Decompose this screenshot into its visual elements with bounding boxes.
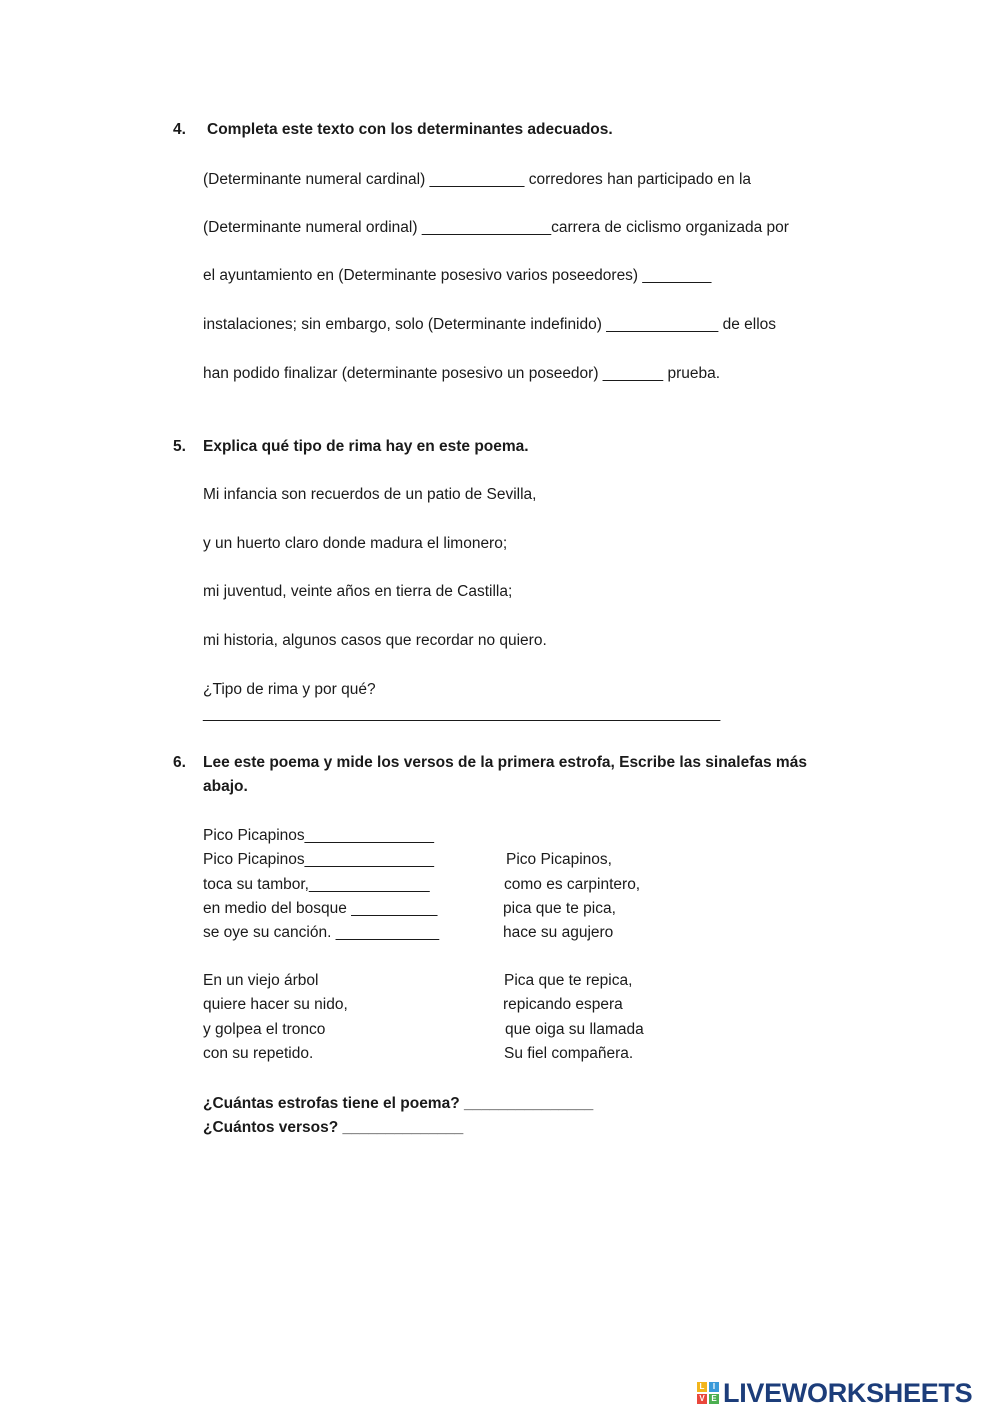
q5-question: ¿Tipo de rima y por qué? xyxy=(203,681,376,698)
poem-left-s1-line-2[interactable]: Pico Picapinos_______________ xyxy=(203,851,434,868)
liveworksheets-logo xyxy=(697,1376,972,1410)
q5-number: 5. xyxy=(173,438,186,455)
poem-left-s2-line-3: y golpea el tronco xyxy=(203,1021,326,1038)
logo-letter-e: E xyxy=(709,1394,719,1404)
q6-number: 6. xyxy=(173,754,186,771)
poem-right-s2-line-3: que oiga su llamada xyxy=(505,1021,644,1038)
poem-left-s2-line-1: En un viejo árbol xyxy=(203,972,319,989)
q5-answer-line[interactable]: ____________________________________________________________ xyxy=(203,705,721,722)
q4-title: Completa este texto con los determinantes adecuados. xyxy=(207,121,613,138)
poem-right-s2-line-4: Su fiel compañera. xyxy=(504,1045,634,1062)
poem-left-s2-line-4: con su repetido. xyxy=(203,1045,314,1062)
poem-right-s2-line-1: Pica que te repica, xyxy=(504,972,633,989)
q4-line-2: (Determinante numeral ordinal) _______________carrera de ciclismo organizada por xyxy=(203,219,789,236)
poem-left-s1-line-4[interactable]: en medio del bosque __________ xyxy=(203,900,438,917)
q6-versos-question[interactable]: ¿Cuántos versos? ______________ xyxy=(203,1119,464,1136)
poem-right-s1-line-3: pica que te pica, xyxy=(503,900,616,917)
logo-letter-v: V xyxy=(697,1394,707,1404)
poem-left-s1-line-1[interactable]: Pico Picapinos_______________ xyxy=(203,827,434,844)
poem-right-s1-line-2: como es carpintero, xyxy=(504,876,641,893)
q5-title: Explica qué tipo de rima hay en este poema. xyxy=(203,438,529,455)
q6-title-line-1: Lee este poema y mide los versos de la primera estrofa, Escribe las sinalefas más xyxy=(203,754,807,771)
q5-verse-3: mi juventud, veinte años en tierra de Castilla; xyxy=(203,583,513,600)
poem-left-s1-line-5[interactable]: se oye su canción. ____________ xyxy=(203,924,440,941)
q6-title-line-2: abajo. xyxy=(203,778,248,795)
q4-number: 4. xyxy=(173,121,186,138)
q4-line-4: instalaciones; sin embargo, solo (Determinante indefinido) _____________ de ellos xyxy=(203,316,777,333)
q4-line-3: el ayuntamiento en (Determinante posesivo varios poseedores) ________ xyxy=(203,267,712,284)
q4-line-1: (Determinante numeral cardinal) ___________ corredores han participado en la xyxy=(203,171,752,188)
poem-left-s1-line-3[interactable]: toca su tambor,______________ xyxy=(203,876,430,893)
q5-verse-1: Mi infancia son recuerdos de un patio de Sevilla, xyxy=(203,486,537,503)
q6-estrofas-question[interactable]: ¿Cuántas estrofas tiene el poema? _______________ xyxy=(203,1095,594,1112)
logo-letter-i: I xyxy=(709,1382,719,1392)
logo-letter-l: L xyxy=(697,1382,707,1392)
poem-right-s1-line-4: hace su agujero xyxy=(503,924,614,941)
poem-right-s1-line-1: Pico Picapinos, xyxy=(506,851,612,868)
q5-verse-4: mi historia, algunos casos que recordar no quiero. xyxy=(203,632,547,649)
logo-text: LIVEWORKSHEETS xyxy=(723,1377,973,1408)
logo-icon xyxy=(697,1382,719,1404)
poem-right-s2-line-2: repicando espera xyxy=(503,996,623,1013)
q5-verse-2: y un huerto claro donde madura el limonero; xyxy=(203,535,508,552)
poem-left-s2-line-2: quiere hacer su nido, xyxy=(203,996,348,1013)
q4-line-5: han podido finalizar (determinante posesivo un poseedor) _______ prueba. xyxy=(203,365,721,382)
